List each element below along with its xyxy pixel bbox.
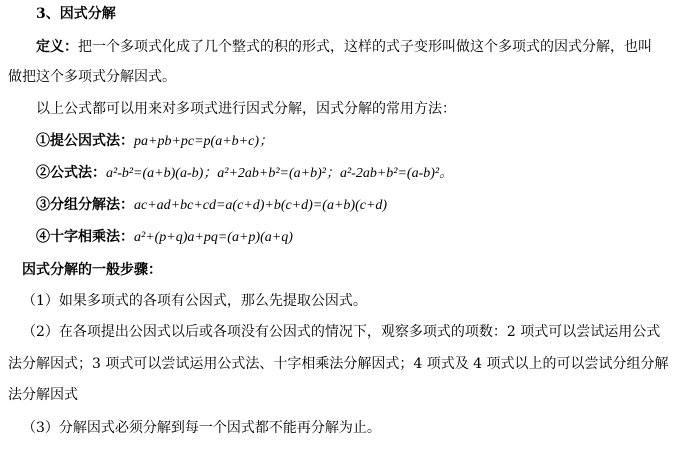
intro-text: 以上公式都可以用来对多项式进行因式分解，因式分解的常用方法： [36, 101, 456, 117]
method-4 [36, 227, 293, 248]
steps-title: 因式分解的一般步骤： [22, 262, 162, 278]
step-2-line-2: 法分解因式；3 项式可以尝试运用公式法、十字相乘法分解因式；4 项式及 4 项式以上的可以尝试分组分解 [8, 356, 669, 372]
step-1: （1）如果多项式的各项有公因式，那么先提取公因式。 [22, 293, 367, 309]
definition-label: 定义： [36, 39, 78, 55]
definition-text-1: 把一个多项式化成了几个整式的积的形式，这样的式子变形叫做这个多项式的因式分解，也叫 [78, 39, 652, 55]
method-2 [36, 163, 453, 184]
definition-line-1 [36, 37, 652, 57]
method-label: ③分组分解法： [36, 197, 134, 213]
method-formula: a²+(p+q)a+pq=(a+p)(a+q) [134, 230, 293, 245]
method-formula: ac+ad+bc+cd=a(c+d)+b(c+d)=(a+b)(c+d) [134, 198, 388, 213]
step-2-line-1: （2）在各项提出公因式以后或各项没有公因式的情况下，观察多项式的项数：2 项式可以尝试运用公式 [22, 324, 661, 340]
method-label: ④十字相乘法： [36, 229, 134, 245]
step-3: （3）分解因式必须分解到每一个因式都不能再分解为止。 [22, 420, 381, 436]
method-formula: a²-b²=(a+b)(a-b)；a²+2ab+b²=(a+b)²；a²-2ab+b²=(a-b)²。 [106, 166, 454, 181]
method-formula: pa+pb+pc=p(a+b+c)； [134, 134, 273, 149]
method-1 [36, 131, 273, 152]
method-label: ①提公因式法： [36, 133, 134, 149]
method-3 [36, 195, 387, 216]
method-label: ②公式法： [36, 165, 106, 181]
definition-line-2: 做把这个多项式分解因式。 [8, 69, 176, 85]
section-title: 3、因式分解 [36, 6, 116, 22]
step-2-line-3: 法分解因式 [8, 387, 78, 403]
